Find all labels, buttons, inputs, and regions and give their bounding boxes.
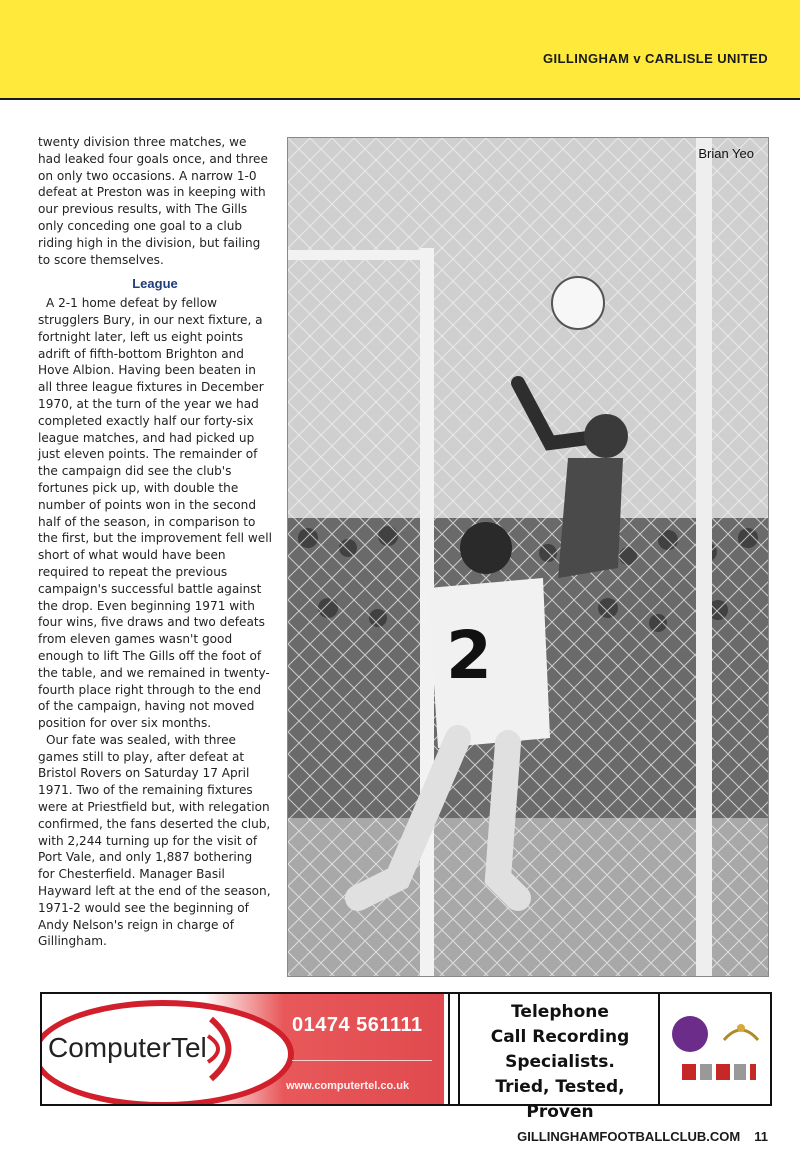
business-award-logo [672, 1016, 708, 1052]
tagline-line: Call Recording [490, 1027, 630, 1047]
advert-brand: ComputerTel [48, 1032, 207, 1063]
match-photo [287, 137, 769, 977]
advert-url[interactable]: www.computertel.co.uk [286, 1080, 410, 1092]
page-number: 11 [754, 1129, 768, 1144]
article-paragraph: A 2-1 home defeat by fellow strugglers Bury, in our next fixture, a fortnight later, left us eight points adrift of fifth-bottom Brighton and Hove Albion. Having been beaten in all three league fixtures in December 1970, at the turn of the year we had completed exactly half our forty-six league matches, and had picked up just eleven points. The remainder of the campaign did see the club's fortunes pick up, with double the number of points won in the second half of the season, in comparison to the first, but the improvement fell well short of what would have been required to repeat the previous campaign's successful battle against the drop. Even beginning 1971 with four wins, five draws and two defeats from eleven games wasn't good enough to lift The Gills off the foot of the table, and we remained in twenty-fourth place right through to the end of the campaign, having not moved position for over six months. [38, 296, 272, 731]
brand-swoosh-icon [206, 1014, 246, 1084]
football [552, 277, 604, 329]
kent-award-logo [718, 1018, 764, 1048]
photo-credit: Brian Yeo [698, 146, 754, 161]
article-paragraph: twenty division three matches, we had leaked four goals once, and three on only two occasions. A narrow 1-0 defeat at Preston was in keeping with our previous results, with The Gills only conceding one goal to a club riding high in the division, but failing to score themselves. [38, 135, 268, 267]
shirt-number: 2 [446, 617, 492, 694]
kent-crest-icon [718, 1018, 764, 1048]
tagline-line: Specialists. [505, 1052, 615, 1072]
accreditation-logos [682, 1064, 756, 1080]
photo-illustration [288, 138, 768, 976]
header-band [0, 0, 800, 100]
advert-divider [292, 1060, 432, 1061]
match-title: GILLINGHAM v CARLISLE UNITED [543, 51, 768, 66]
crossbar [288, 250, 434, 260]
footer-website[interactable]: GILLINGHAMFOOTBALLCLUB.COM [517, 1129, 741, 1144]
advert-banner[interactable] [40, 992, 772, 1122]
article-column [38, 134, 272, 950]
advert-separator [448, 994, 460, 1104]
advert-tagline [460, 1000, 660, 1122]
tagline-line: Tried, Tested, Proven [495, 1077, 625, 1122]
page-footer [517, 1129, 768, 1144]
advert-computertel[interactable] [42, 994, 444, 1104]
advert-separator [658, 994, 660, 1104]
tagline-line: Telephone [511, 1002, 609, 1022]
advert-phone: 01474 561111 [292, 1014, 423, 1036]
article-paragraph: Our fate was sealed, with three games still to play, after defeat at Bristol Rovers on Saturday 17 April 1971. Two of the remaining fixtures were at Priestfield but, with relegation confirmed, the fans deserted the club, with 2,244 turning up for the visit of Port Vale, and only 1,887 bothering for Chesterfield. Manager Basil Hayward left at the end of the season, 1971-2 would see the beginning of Andy Nelson's reign in charge of Gillingham. [38, 732, 271, 949]
section-subhead: League [132, 276, 178, 292]
goal-post-near [696, 138, 712, 976]
